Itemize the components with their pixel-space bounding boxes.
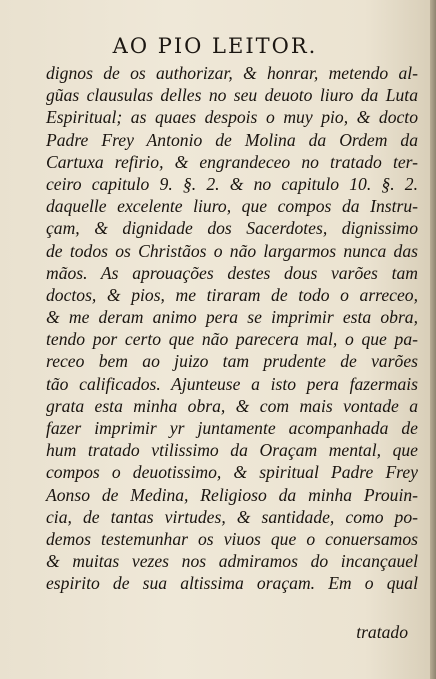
text-line: hum tratado vtilissimo da Oraçam mental, que	[46, 440, 418, 461]
text-line: de todos os Christãos o não largarmos nunca das	[46, 240, 418, 261]
running-head: AO PIO LEITOR.	[112, 34, 318, 58]
text-line: & me deram animo pera se imprimir esta obra,	[46, 307, 418, 328]
text-line: tão calificados. Ajunteuse a isto pera fazermais	[46, 373, 418, 394]
text-line: receo bem ao juizo tam prudente de varões	[46, 351, 418, 372]
text-line: ceiro capitulo 9. §. 2. & no capitulo 10. §. 2.	[46, 173, 418, 194]
text-line: Espiritual; as quaes despois o muy pio, & docto	[46, 107, 418, 128]
text-line: compos o deuotissimo, & spiritual Padre Frey	[46, 462, 418, 483]
text-line: gũas clausulas delles no seu deuoto liuro da Luta	[46, 85, 418, 106]
text-line: tendo por certo que não parecera mal, o que pa-	[46, 329, 418, 350]
text-line: mãos. As aprouações destes dous varões tam	[46, 262, 418, 283]
text-line: & muitas vezes nos admiramos do incançauel	[46, 551, 418, 572]
text-line: Aonso de Medina, Religioso da minha Prouin-	[46, 484, 418, 505]
page-edge	[430, 0, 436, 679]
text-line: çam, & dignidade dos Sacerdotes, dignissimo	[46, 218, 418, 239]
text-line: demos testemunhar os viuos que o conuersamos	[46, 528, 418, 549]
text-line: cia, de tantas virtudes, & santidade, como po-	[46, 506, 418, 527]
text-line: grata esta minha obra, & com mais vontade a	[46, 395, 418, 416]
body-text	[46, 62, 418, 595]
text-line: Padre Frey Antonio de Molina da Ordem da	[46, 129, 418, 150]
text-line: fazer imprimir yr juntamente acompanhada de	[46, 418, 418, 438]
text-line: Cartuxa refirio, & engrandeceo no tratado ter-	[46, 151, 418, 172]
text-line: daquelle excelente liuro, que compos da Instru-	[46, 196, 418, 217]
catchword: tratado	[356, 622, 408, 642]
text-line: espirito de sua altissima oraçam. Em o qual	[46, 573, 418, 594]
text-line: dignos de os authorizar, & honrar, metendo al-	[46, 63, 418, 83]
text-line: doctos, & pios, me tiraram de todo o arreceo,	[46, 284, 418, 305]
